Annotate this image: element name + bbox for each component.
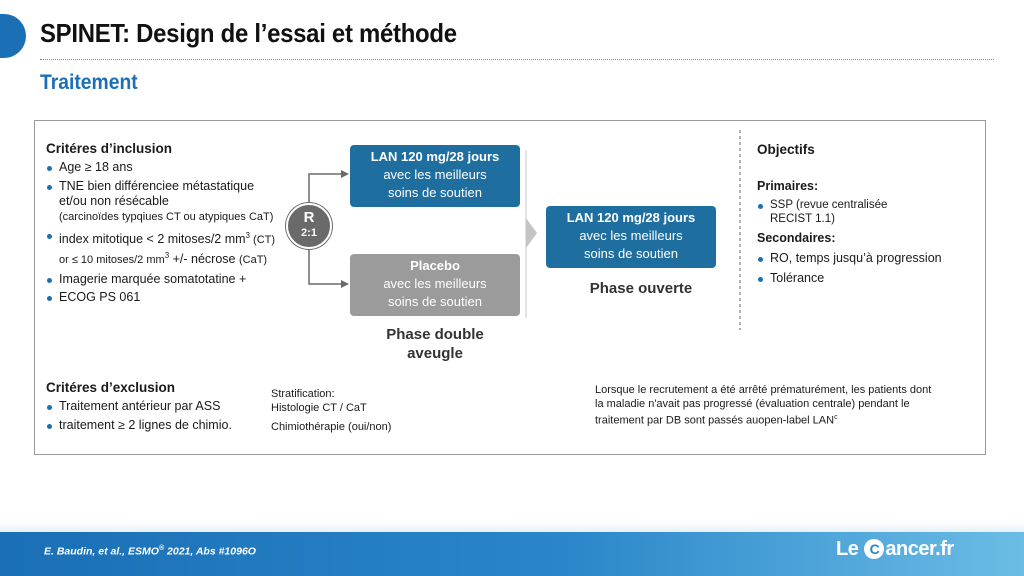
crossover-note: Lorsque le recrutement a été arrêté prématurément, les patients dont la maladie n'avait pas progressé (évaluation centrale) pendant le traitement par DB sont passés auopen-label LAN$^c$ <box>595 384 932 427</box>
list-item: index mitotique < 2 mitoses/2 $mm^3$ (CT) or ≤ 10 mitoses/2 $mm^3$ +/- nécrose (CaT) <box>46 228 281 269</box>
phase-open-label: Phase ouverte <box>589 280 693 297</box>
list-item: Tolérance <box>757 271 977 287</box>
list-item: Age ≥ 18 ans <box>46 160 281 176</box>
objectives-block <box>757 142 977 286</box>
randomization-circle <box>286 203 332 249</box>
primary-objectives-list <box>757 198 977 226</box>
arm-lan-box: LAN 120 mg/28 jours avec les meilleurs soins de soutien <box>350 145 520 207</box>
list-item: ECOG PS 061 <box>46 290 281 306</box>
logo-c-icon: C <box>864 539 884 559</box>
connector-upper-arm <box>309 174 343 203</box>
section-subtitle: Traitement <box>40 71 138 94</box>
primary-objectives-title: Primaires: <box>757 179 819 193</box>
list-item: Imagerie marquée somatotatine + <box>46 272 281 288</box>
arrowhead-upper <box>341 170 349 178</box>
exclusion-title: Critéres d’exclusion <box>46 380 176 395</box>
randomization-letter: R <box>303 209 315 226</box>
list-item: traitement ≥ 2 lignes de chimio. <box>46 418 281 434</box>
stratification-block: Stratification: Histologie CT / CaT Chimiothérapie (oui/non) <box>271 388 392 433</box>
objectives-title: Objectifs <box>757 142 815 157</box>
randomization-ratio: 2:1 <box>301 227 317 239</box>
arrowhead-lower <box>341 280 349 288</box>
arm-placebo-box: Placebo avec les meilleurs soins de soutien <box>350 254 520 316</box>
connector-lower-arm <box>309 249 343 284</box>
list-item: Traitement antérieur par ASS <box>46 399 281 415</box>
inclusion-title: Critéres d’inclusion <box>46 141 173 156</box>
list-item: TNE bien différenciee métastatique et/ou non résécable (carcinoïdes typqiues CT ou atypiques CaT) <box>46 179 281 225</box>
lecancer-logo: Le C ancer.fr <box>836 538 954 560</box>
secondary-objectives-list <box>757 251 977 286</box>
page-title: SPINET: Design de l’essai et méthode <box>40 18 457 48</box>
list-item: SSP (revue centralisée RECIST 1.1) <box>757 198 977 226</box>
phase-double-blind-label: Phase double aveugle <box>386 326 484 362</box>
footer-citation: E. Baudin, et al., ESMO® 2021, Abs #1096O <box>44 545 256 558</box>
list-item: RO, temps jusqu’à progression <box>757 251 977 267</box>
phase-transition-arrow <box>526 218 537 248</box>
arm-open-label-box: LAN 120 mg/28 jours avec les meilleurs soins de soutien <box>546 206 716 268</box>
secondary-objectives-title: Secondaires: <box>757 231 836 245</box>
